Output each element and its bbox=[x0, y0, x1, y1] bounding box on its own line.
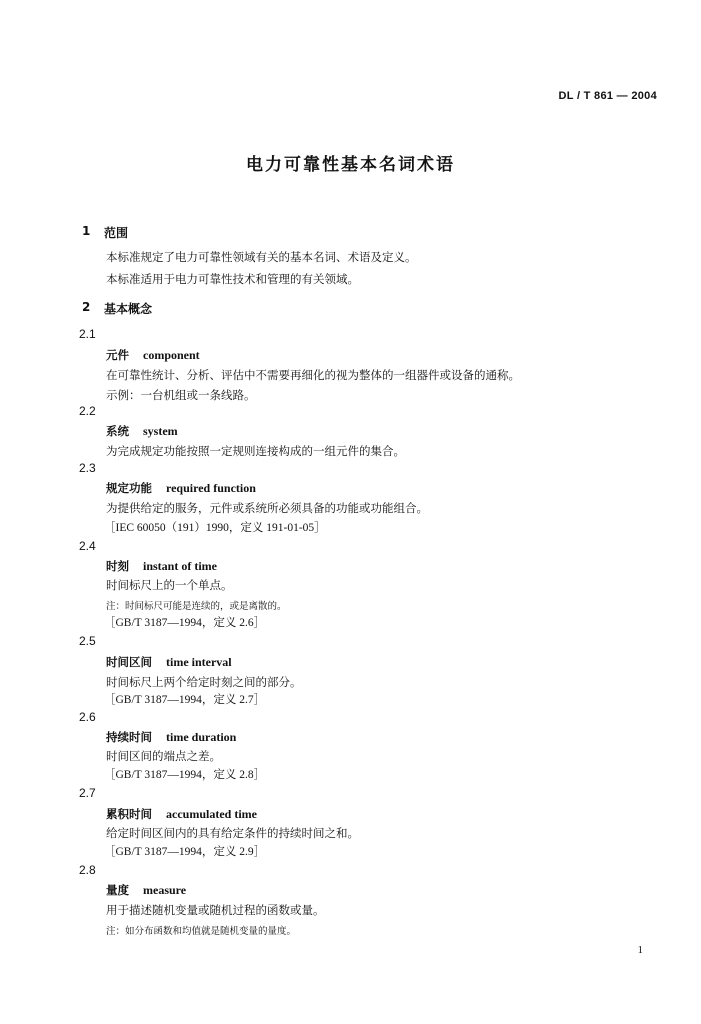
term-reference: ［GB/T 3187—1994，定义 2.7］ bbox=[104, 694, 266, 706]
entry-number: 2.1 bbox=[79, 327, 96, 341]
term-en: accumulated time bbox=[166, 807, 257, 821]
term-definition: 用于描述随机变量或随机过程的函数或量。 bbox=[106, 903, 325, 917]
entry-number: 2.3 bbox=[79, 461, 96, 475]
term-cn: 时间区间 bbox=[106, 655, 152, 669]
term-note: 注：如分布函数和均值就是随机变量的量度。 bbox=[106, 926, 297, 937]
page-number: 1 bbox=[637, 944, 643, 956]
term-en: time interval bbox=[166, 655, 232, 669]
term-heading bbox=[106, 423, 178, 439]
section-2-heading: 基本概念 bbox=[104, 302, 153, 316]
term-definition: 时间标尺上两个给定时刻之间的部分。 bbox=[106, 675, 302, 689]
term-heading bbox=[106, 654, 232, 670]
term-cn: 时刻 bbox=[106, 559, 129, 573]
term-heading bbox=[106, 729, 236, 745]
term-reference: ［GB/T 3187—1994，定义 2.6］ bbox=[104, 617, 266, 629]
term-definition: 为完成规定功能按照一定规则连接构成的一组元件的集合。 bbox=[106, 444, 405, 458]
term-cn: 系统 bbox=[106, 424, 129, 438]
term-reference: ［IEC 60050（191）1990，定义 191-01-05］ bbox=[104, 522, 326, 534]
term-en: required function bbox=[166, 481, 256, 495]
term-en: system bbox=[143, 424, 178, 438]
term-example: 示例：一台机组或一条线路。 bbox=[106, 388, 256, 402]
term-reference: ［GB/T 3187—1994，定义 2.9］ bbox=[104, 846, 266, 858]
term-cn: 元件 bbox=[106, 348, 129, 362]
term-definition: 在可靠性统计、分析、评估中不需要再细化的视为整体的一组器件或设备的通称。 bbox=[106, 368, 520, 382]
section-2-number: 2 bbox=[82, 300, 91, 314]
term-cn: 累积时间 bbox=[106, 807, 152, 821]
term-cn: 规定功能 bbox=[106, 481, 152, 495]
entry-number: 2.4 bbox=[79, 539, 96, 553]
term-cn: 量度 bbox=[106, 883, 129, 897]
term-definition: 为提供给定的服务，元件或系统所必须具备的功能或功能组合。 bbox=[106, 501, 428, 515]
term-definition: 时间区间的端点之差。 bbox=[106, 749, 221, 763]
term-en: component bbox=[143, 348, 200, 362]
term-cn: 持续时间 bbox=[106, 730, 152, 744]
term-definition: 给定时间区间内的具有给定条件的持续时间之和。 bbox=[106, 826, 359, 840]
entry-number: 2.7 bbox=[79, 786, 96, 800]
term-heading bbox=[106, 347, 200, 363]
entry-number: 2.2 bbox=[79, 404, 96, 418]
section-1-heading: 范围 bbox=[104, 226, 129, 240]
standard-code: DL / T 861 — 2004 bbox=[558, 90, 657, 102]
term-en: instant of time bbox=[143, 559, 217, 573]
term-heading bbox=[106, 558, 217, 574]
document-title: 电力可靠性基本名词术语 bbox=[246, 155, 455, 175]
term-reference: ［GB/T 3187—1994，定义 2.8］ bbox=[104, 769, 266, 781]
entry-number: 2.6 bbox=[79, 710, 96, 724]
term-definition: 时间标尺上的一个单点。 bbox=[106, 578, 233, 592]
term-heading bbox=[106, 480, 256, 496]
term-en: time duration bbox=[166, 730, 237, 744]
section-1-paragraph: 本标准规定了电力可靠性领域有关的基本名词、术语及定义。 bbox=[106, 250, 417, 264]
entry-number: 2.8 bbox=[79, 863, 96, 877]
term-note: 注：时间标尺可能是连续的，或是离散的。 bbox=[106, 601, 287, 612]
entry-number: 2.5 bbox=[79, 634, 96, 648]
term-en: measure bbox=[143, 883, 187, 897]
section-1-paragraph: 本标准适用于电力可靠性技术和管理的有关领域。 bbox=[106, 272, 359, 286]
term-heading bbox=[106, 806, 257, 822]
section-1-number: 1 bbox=[82, 224, 91, 238]
term-heading bbox=[106, 882, 186, 898]
